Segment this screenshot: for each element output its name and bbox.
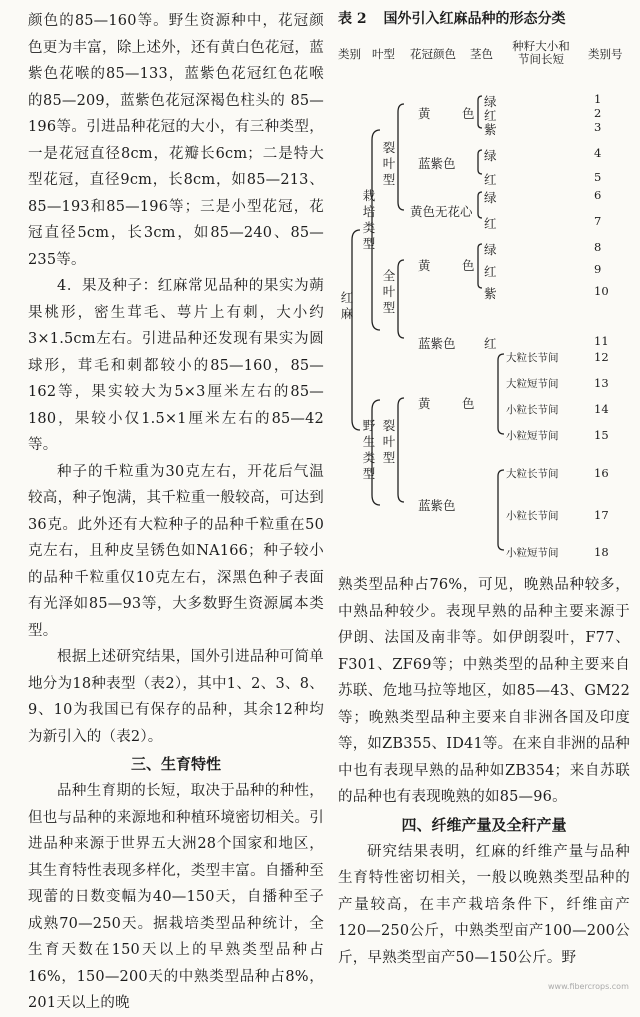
class-number-7: 7 [594,214,602,228]
class-number-18: 18 [594,545,609,559]
left-paragraph-5: 品种生育期的长短，取决于品种的种性，但也与品种的来源地和种植环境密切相关。引进品种来源于世界五大洲28个国家和地区，其生育特性表现多样化，类型丰富。自播种至现蕾的日数变幅为40—150天，自播种至子成熟70—250天。据栽培类型品种统计，全生育天数在150天以上的早熟类型品种占16%，150—200天的中熟类型品种占8%，201天以上的晚 [28,783,324,1011]
flower-yellow-3: 黄 [418,396,431,411]
brace-stem-3 [478,192,482,218]
brace-seed-wild-purple [498,470,504,550]
class-number-9: 9 [594,262,602,276]
seed-type-16: 大粒长节间 [506,468,559,480]
seed-type-18: 小粒短节间 [506,547,559,559]
table-title [338,8,566,28]
flower-yellow-1: 黄 [418,106,431,121]
class-number-16: 16 [594,466,609,480]
left-column [28,8,324,1017]
stem-color-8: 绿 [484,242,497,257]
flower-bluepurple-1: 蓝紫色 [418,156,456,171]
table-label: 表 2 [338,11,367,27]
stem-color-10: 紫 [484,286,497,301]
brace-split-leaf [398,104,404,210]
split-leaf-wild-label: 裂叶型 [382,418,396,465]
right-column [338,572,630,971]
stem-color-1: 绿 [484,94,497,109]
header-leaf: 叶型 [372,47,395,61]
flower-yellow-2: 黄 [418,258,431,273]
stem-color-2: 红 [484,108,497,123]
stem-color-5: 红 [484,172,497,187]
seed-type-13: 大粒短节间 [506,378,559,390]
stem-color-11: 红 [484,336,497,351]
flower-yellow-nocenter: 黄色无花心 [410,204,473,219]
watermark: www.fibercrops.com [548,982,629,991]
header-category: 类别 [338,47,361,61]
class-number-12: 12 [594,350,609,364]
table-caption: 国外引入红麻品种的形态分类 [383,11,566,27]
flower-se-1: 色 [462,106,475,121]
flower-bluepurple-3: 蓝紫色 [418,498,456,513]
class-number-11: 11 [594,334,609,348]
class-number-15: 15 [594,428,609,442]
seed-type-12: 大粒长节间 [506,352,559,364]
right-paragraph-1: 熟类型品种占76%，可见，晚熟品种较多，中熟品种较少。表现早熟的品种主要来源于伊朗、法国及南非等。如伊朗裂叶，F77、F301、ZF69等；中熟类型的品种主要来自苏联、危地马拉等地区，如85—43、GM22等；晚熟类型品种主要来自非洲各国及印度等，如ZB355、ID41等。在来自非洲的品种中也有表现早熟的品种如ZB354；来自苏联的品种也有表现晚熟的如85—96。 [338,577,630,805]
cultivated-type-label: 栽培类型 [362,188,376,251]
class-number-17: 17 [594,508,609,522]
class-number-6: 6 [594,188,602,202]
class-number-3: 3 [594,120,602,134]
seed-type-14: 小粒长节间 [506,404,559,416]
stem-color-4: 绿 [484,148,497,163]
stem-color-7: 红 [484,216,497,231]
left-paragraph-1: 颜色的85—160等。野生资源种中，花冠颜色更为丰富，除上述外，还有黄白色花冠，蓝紫色花喉的85—133，蓝紫色花冠红色花喉的85—209，蓝紫色花冠深褐色柱头的 85—196等。引进品种花冠的大小，有三种类型，一是花冠直径8cm，花瓣长6cm；二是特大型花冠，直径9cm，长8cm，如85—213、85—193和85—196等；三是小型花冠，花冠直径5cm，长3cm，如85—240、85—235等。 [28,13,324,268]
stem-color-3: 紫 [484,122,497,137]
section-heading-3: 三、生育特性 [130,755,221,773]
brace-stem-2 [478,150,482,174]
class-number-8: 8 [594,240,602,254]
section-heading-4: 四、纤维产量及全秆产量 [401,815,567,834]
brace-kenaf [352,230,360,430]
stem-color-9: 红 [484,264,497,279]
class-number-10: 10 [594,284,609,298]
wild-type-label: 野生类型 [362,418,376,481]
header-flower: 花冠颜色 [410,47,456,61]
brace-stem-4 [478,244,482,288]
brace-wild-split-leaf [398,398,404,502]
brace-stem-1 [478,96,482,128]
class-number-5: 5 [594,170,602,184]
class-number-4: 4 [594,146,602,160]
left-paragraph-2: 4．果及种子：红麻常见品种的果实为蒴果桃形，密生茸毛、萼片上有刺，大小约 3×1.5cm左右。引进品种还发现有果实为圆球形，茸毛和刺都较小的85—160，85—162等，果实较大为5×3厘米左右的85—180，果较小仅1.5×1厘米左右的85—42等。 [28,278,324,453]
class-number-14: 14 [594,402,609,416]
class-number-2: 2 [594,106,602,120]
header-seed: 种籽大小和节间长短 [512,39,570,66]
seed-type-15: 小粒短节间 [506,430,559,442]
right-paragraph-2: 研究结果表明，红麻的纤维产量与品种生育特性密切相关，一般以晚熟类型品种的产量较高，在丰产栽培条件下，纤维亩产120—250公斤，中熟类型亩产100—200公斤，早熟类型亩产50—150公斤。野 [338,843,630,966]
seed-type-17: 小粒长节间 [506,510,559,522]
brace-whole-leaf [398,260,404,338]
header-id: 类别号 [588,47,623,61]
kenaf-label: 红麻 [340,290,354,321]
flower-se-3: 色 [462,396,475,411]
class-number-13: 13 [594,376,609,390]
left-paragraph-3: 种子的千粒重为30克左右，开花后气温较高，种子饱满，其千粒重一般较高，可达到36克。此外还有大粒种子的品种千粒重在50克左右，且种皮呈锈色如NA166；种子较小的品种千粒重仅10克左右，深黑色种子表面有光泽如85—93等，大多数野生资源属本类型。 [28,463,324,639]
brace-seed-wild-yellow [498,354,504,434]
flower-bluepurple-2: 蓝紫色 [418,336,456,351]
whole-leaf-label: 全叶型 [382,268,396,315]
split-leaf-label: 裂叶型 [382,140,396,187]
class-number-1: 1 [594,92,602,106]
header-stem: 茎色 [470,47,493,61]
stem-color-6: 绿 [484,190,497,205]
flower-se-2: 色 [462,258,475,273]
left-paragraph-4: 根据上述研究结果，国外引进品种可简单地分为18种表型（表2），其中1、2、3、8、9、10为我国已有保存的品种，其余12种均为新引入的（表2）。 [28,649,324,745]
